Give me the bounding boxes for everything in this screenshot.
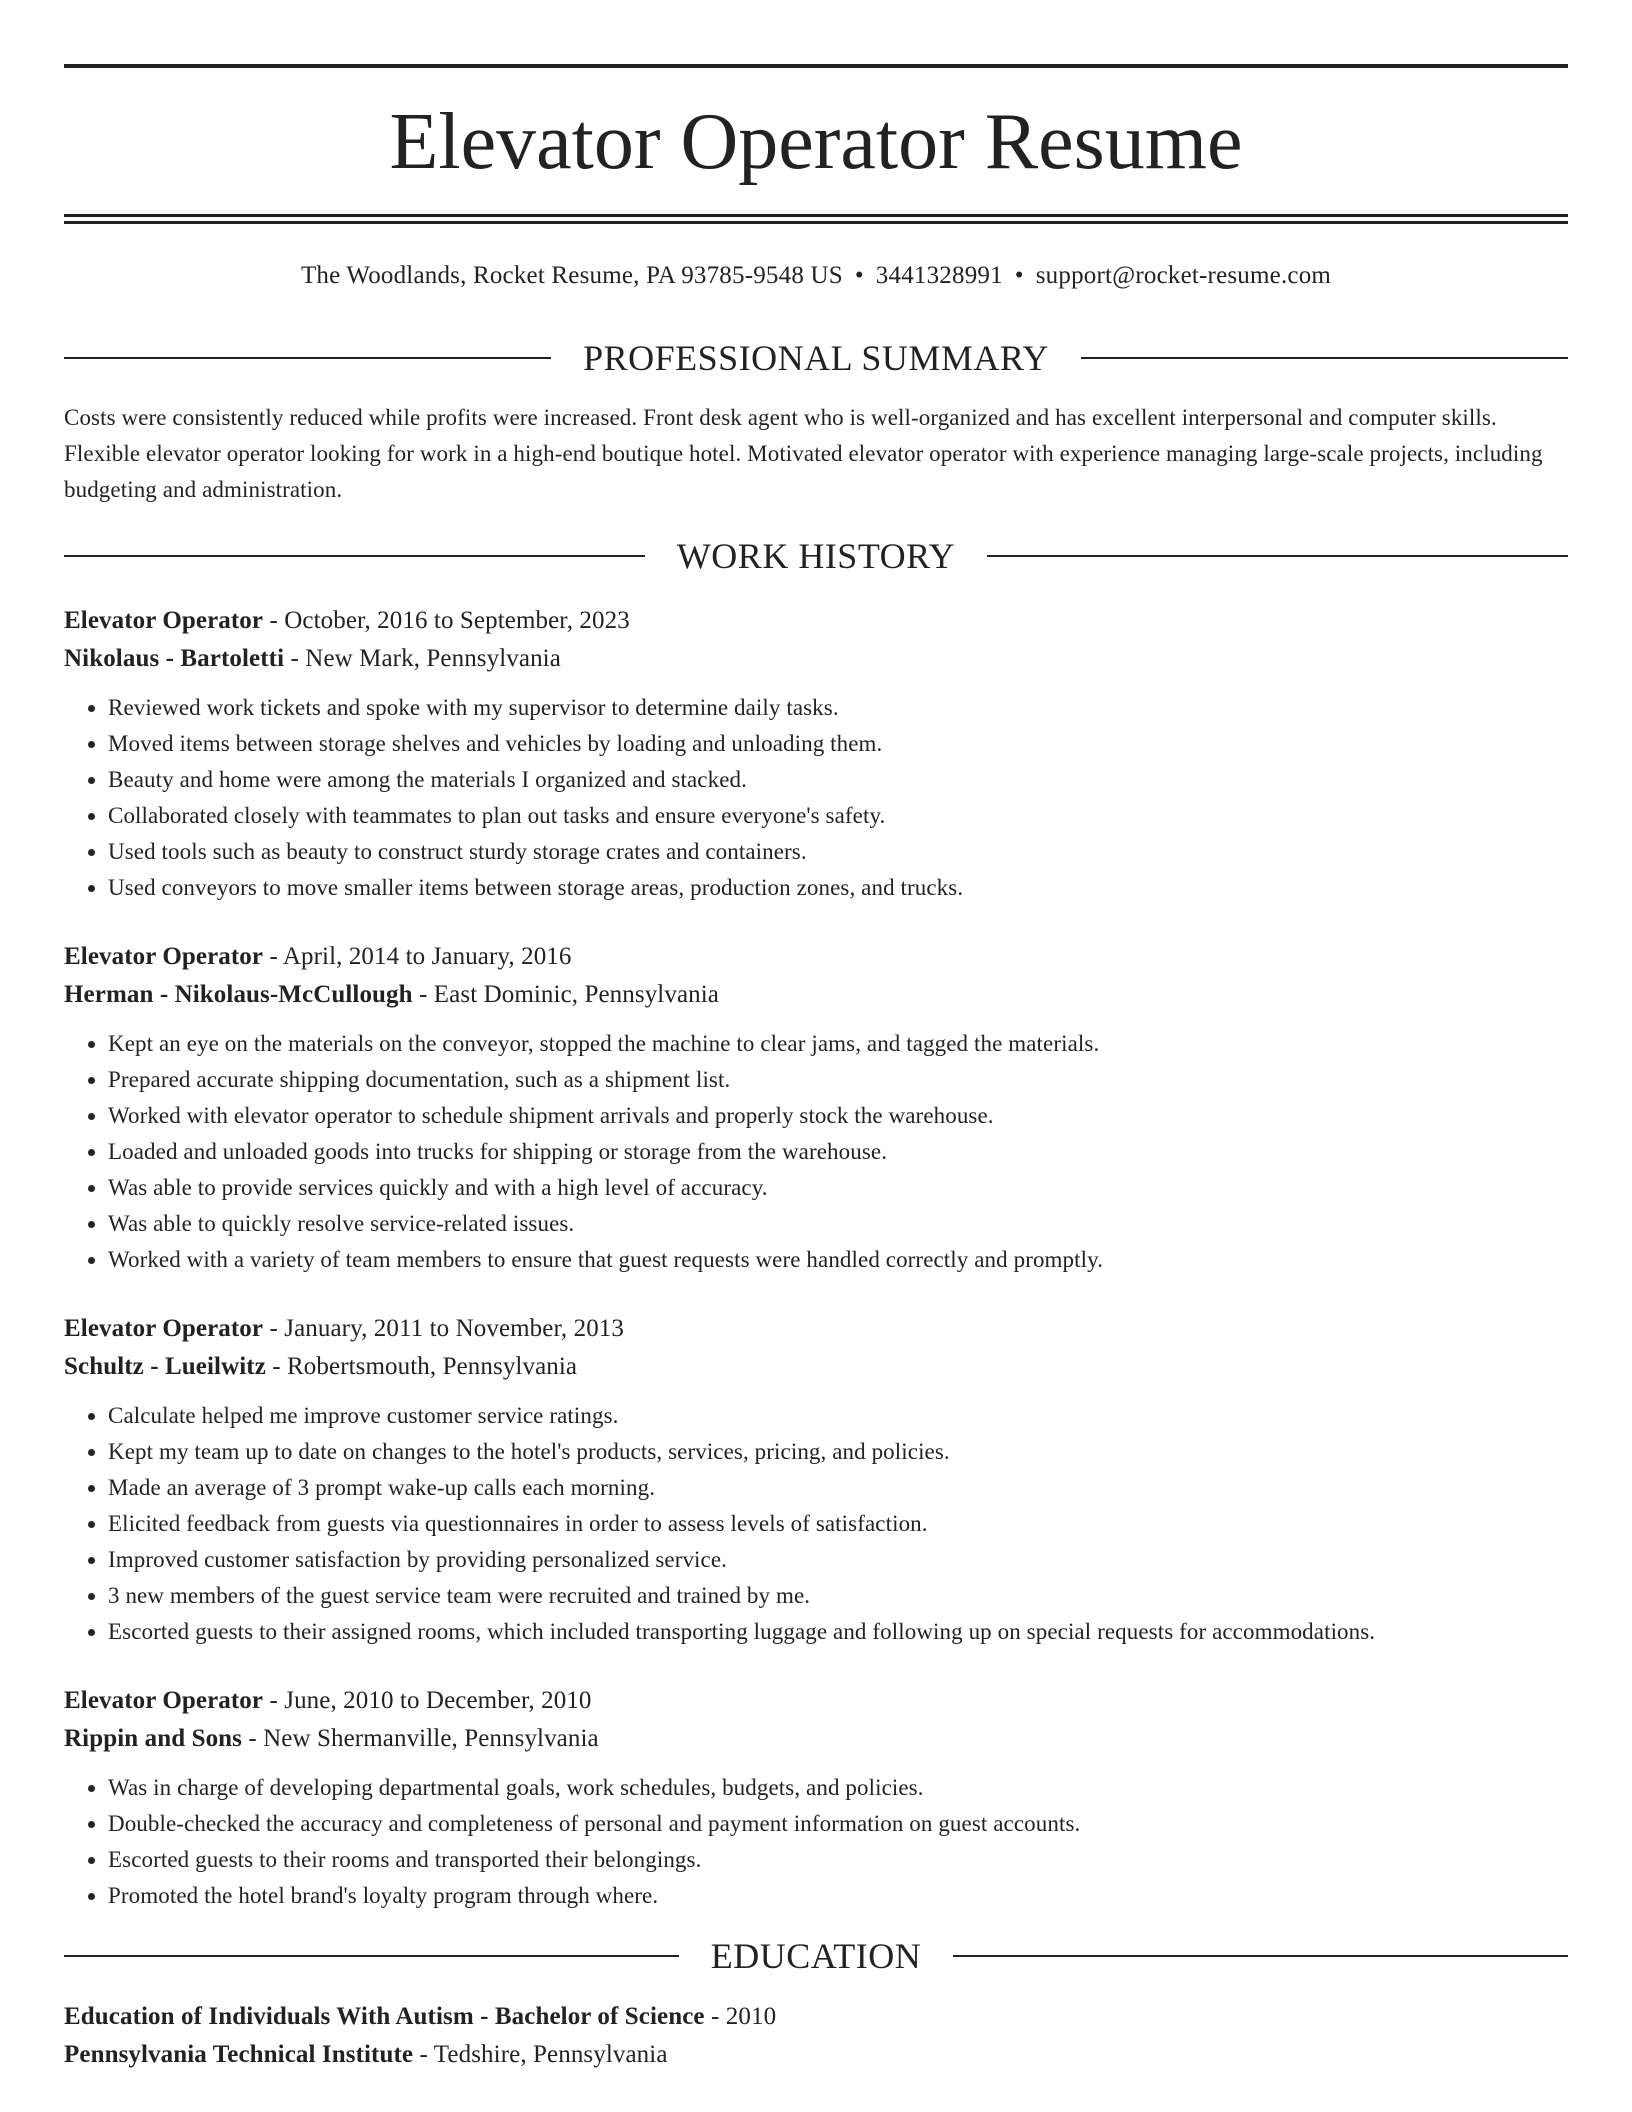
duty-item: • Was in charge of developing departmental goals, work schedules, budgets, and policies. [108, 1770, 1568, 1806]
job-entry [64, 938, 1568, 1278]
title-double-rule [64, 214, 1568, 224]
duty-item: • Kept my team up to date on changes to the hotel's products, services, pricing, and policies. [108, 1434, 1568, 1470]
section-heading-education [64, 1936, 1568, 1976]
duty-item: • Was able to provide services quickly and with a high level of accuracy. [108, 1170, 1568, 1206]
dash: - [265, 1353, 288, 1380]
job-title-line [64, 1682, 1568, 1720]
heading-rule [64, 555, 645, 557]
job-location: New Mark, Pennsylvania [305, 645, 561, 672]
dash: - [263, 1315, 285, 1342]
duty-item: • Double-checked the accuracy and completeness of personal and payment information on guest accounts. [108, 1806, 1568, 1842]
duty-item: • Worked with elevator operator to schedule shipment arrivals and properly stock the warehouse. [108, 1098, 1568, 1134]
heading-rule [64, 357, 551, 359]
job-dates: April, 2014 to January, 2016 [282, 943, 572, 970]
section-title: WORK HISTORY [676, 536, 956, 576]
duty-list [64, 1026, 1568, 1278]
section-heading-work-history [64, 536, 1568, 576]
job-company-line [64, 640, 1568, 678]
heading-rule [953, 1955, 1568, 1957]
degree-line [64, 1998, 1568, 2036]
degree: Education of Individuals With Autism - Bachelor of Science [64, 2003, 705, 2030]
job-entry [64, 602, 1568, 906]
job-company: Schultz - Lueilwitz [64, 1353, 266, 1380]
job-company: Rippin and Sons [64, 1725, 243, 1752]
job-title: Elevator Operator [64, 1315, 264, 1342]
duty-list [64, 1398, 1568, 1650]
dash: - [263, 943, 283, 970]
job-location: Robertsmouth, Pennsylvania [287, 1353, 578, 1380]
contact-separator: • [854, 262, 864, 289]
duty-item: • Was able to quickly resolve service-related issues. [108, 1206, 1568, 1242]
section-title: PROFESSIONAL SUMMARY [583, 338, 1049, 378]
job-dates: June, 2010 to December, 2010 [284, 1687, 592, 1714]
job-title: Elevator Operator [64, 1687, 264, 1714]
duty-item: • Used conveyors to move smaller items between storage areas, production zones, and trucks. [108, 870, 1568, 906]
heading-rule [987, 555, 1568, 557]
section-title: EDUCATION [710, 1936, 922, 1976]
title-block [64, 64, 1568, 224]
duty-item: • Kept an eye on the materials on the conveyor, stopped the machine to clear jams, and tagged the materials. [108, 1026, 1568, 1062]
graduation-year: 2010 [725, 2003, 777, 2030]
job-entry [64, 1682, 1568, 1914]
job-title-line [64, 602, 1568, 640]
job-location: East Dominic, Pennsylvania [433, 981, 719, 1008]
contact-line [64, 260, 1568, 292]
school: Pennsylvania Technical Institute [64, 2041, 414, 2068]
job-company: Herman - Nikolaus-McCullough [64, 981, 413, 1008]
duty-item: • Reviewed work tickets and spoke with my supervisor to determine daily tasks. [108, 690, 1568, 726]
dash: - [242, 1725, 264, 1752]
education-entry [64, 1998, 1568, 2074]
duty-item: • Made an average of 3 prompt wake-up calls each morning. [108, 1470, 1568, 1506]
duty-list [64, 1770, 1568, 1914]
duty-item: • Calculate helped me improve customer service ratings. [108, 1398, 1568, 1434]
job-company-line [64, 976, 1568, 1014]
heading-rule [1081, 357, 1568, 359]
duty-list [64, 690, 1568, 906]
contact-separator: • [1014, 262, 1024, 289]
duty-item: • Beauty and home were among the materials I organized and stacked. [108, 762, 1568, 798]
dash: - [412, 981, 434, 1008]
duty-item: • Collaborated closely with teammates to plan out tasks and ensure everyone's safety. [108, 798, 1568, 834]
dash: - [413, 2041, 434, 2068]
dash: - [704, 2003, 726, 2030]
job-location: New Shermanville, Pennsylvania [263, 1725, 599, 1752]
duty-item: • Worked with a variety of team members to ensure that guest requests were handled correctly and promptly. [108, 1242, 1568, 1278]
duty-item: • 3 new members of the guest service team were recruited and trained by me. [108, 1578, 1568, 1614]
job-entry [64, 1310, 1568, 1650]
contact-address: The Woodlands, Rocket Resume, PA 93785-9548 US [300, 262, 843, 289]
duty-item: • Loaded and unloaded goods into trucks for shipping or storage from the warehouse. [108, 1134, 1568, 1170]
duty-item: • Improved customer satisfaction by providing personalized service. [108, 1542, 1568, 1578]
job-company-line [64, 1720, 1568, 1758]
job-dates: January, 2011 to November, 2013 [284, 1315, 625, 1342]
dash: - [284, 645, 306, 672]
job-company: Nikolaus - Bartoletti [64, 645, 285, 672]
heading-rule [64, 1955, 679, 1957]
duty-item: • Escorted guests to their rooms and transported their belongings. [108, 1842, 1568, 1878]
job-dates: October, 2016 to September, 2023 [284, 607, 630, 634]
duty-item: • Escorted guests to their assigned rooms, which included transporting luggage and following up on special requests for accommodations. [108, 1614, 1568, 1650]
contact-phone: 3441328991 [875, 262, 1003, 289]
duty-item: • Elicited feedback from guests via questionnaires in order to assess levels of satisfaction. [108, 1506, 1568, 1542]
duty-item: • Prepared accurate shipping documentation, such as a shipment list. [108, 1062, 1568, 1098]
duty-item: • Used tools such as beauty to construct sturdy storage crates and containers. [108, 834, 1568, 870]
contact-email: support@rocket-resume.com [1035, 262, 1332, 289]
job-company-line [64, 1348, 1568, 1386]
job-title: Elevator Operator [64, 943, 264, 970]
duty-item: • Promoted the hotel brand's loyalty program through where. [108, 1878, 1568, 1914]
dash: - [263, 1687, 285, 1714]
duty-item: • Moved items between storage shelves and vehicles by loading and unloading them. [108, 726, 1568, 762]
page-title: Elevator Operator Resume [389, 98, 1243, 186]
dash: - [263, 607, 285, 634]
school-location: Tedshire, Pennsylvania [433, 2041, 668, 2068]
job-title-line [64, 938, 1568, 976]
job-title: Elevator Operator [64, 607, 264, 634]
section-heading-summary [64, 338, 1568, 378]
school-line [64, 2036, 1568, 2074]
summary-text: Costs were consistently reduced while profits were increased. Front desk agent who is well-organized and has excellent interpersonal and computer skills. Flexible elevator operator looking for work in a high-end boutique hotel. Motivated elevator operator with experience managing large-scale projects, including budgeting and administration. [64, 405, 1543, 502]
resume-page [64, 64, 1568, 2074]
job-title-line [64, 1310, 1568, 1348]
